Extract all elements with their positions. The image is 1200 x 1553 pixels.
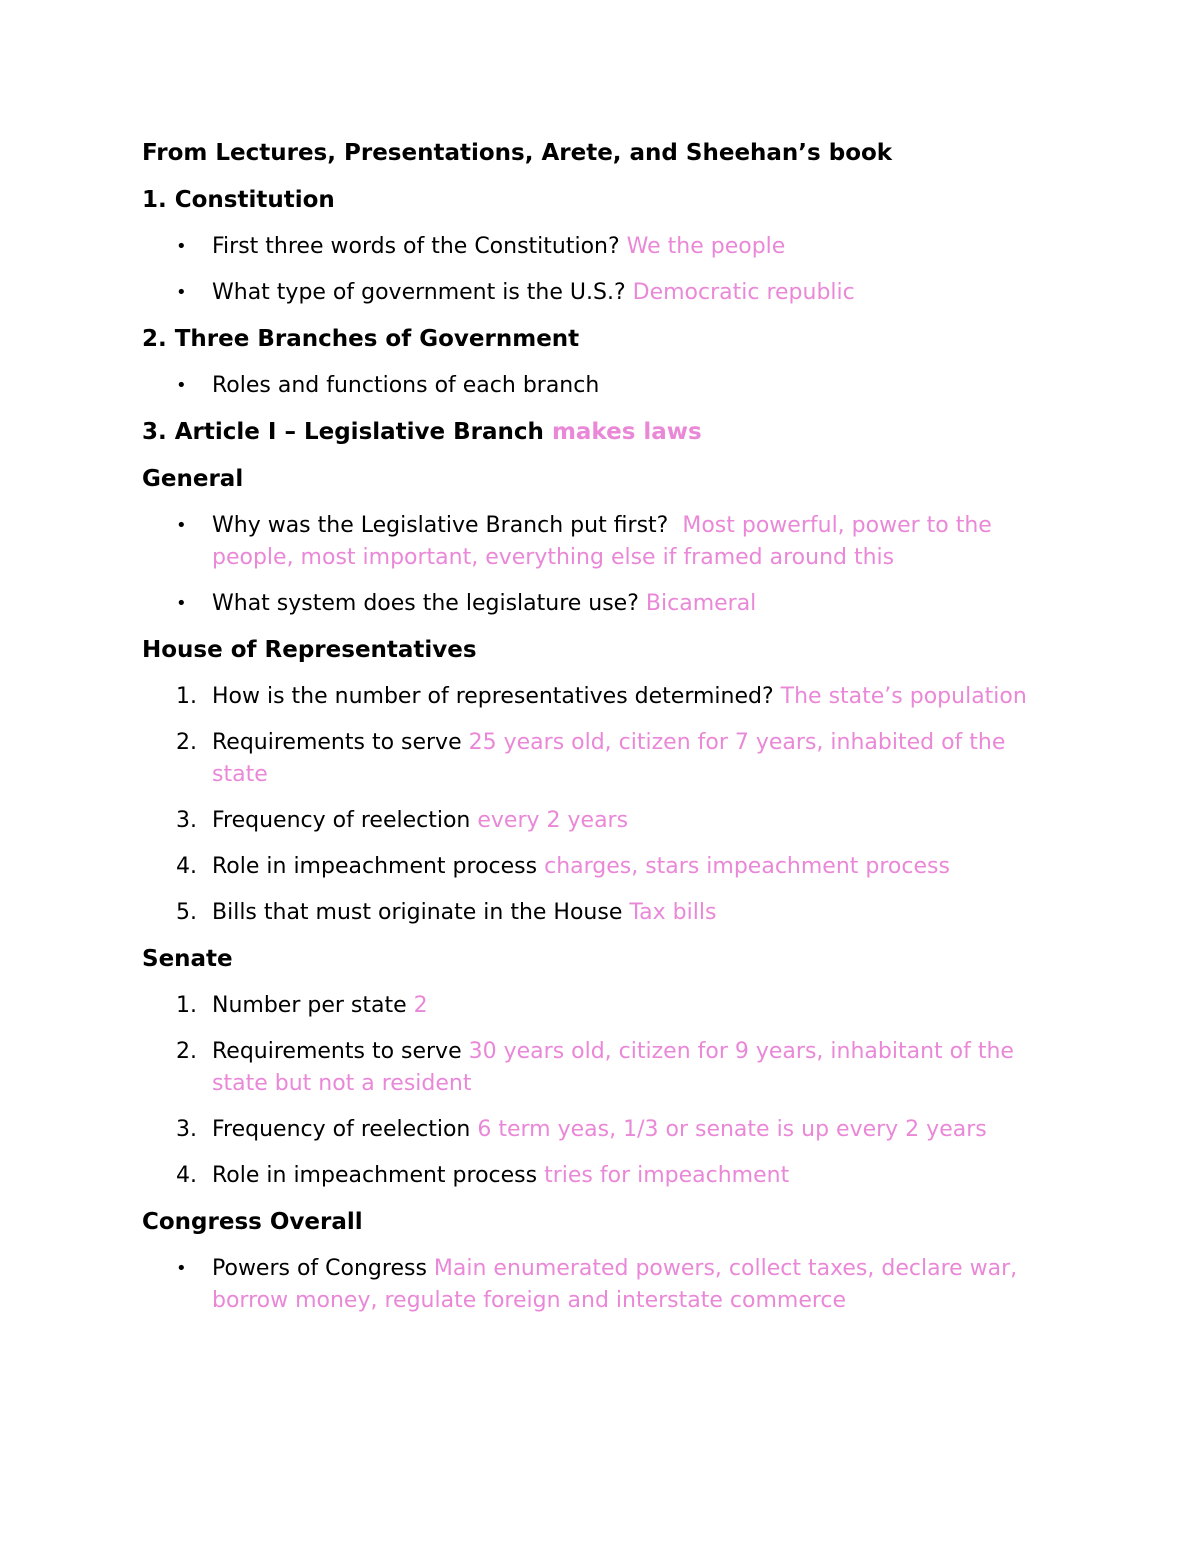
answer-text: We the people bbox=[626, 234, 786, 259]
senate-list bbox=[142, 990, 1062, 1192]
question-text: Frequency of reelection bbox=[212, 808, 471, 833]
house-list bbox=[142, 681, 1062, 929]
document-page bbox=[142, 137, 1062, 1331]
section-heading-congress: Congress Overall bbox=[142, 1209, 363, 1235]
answer-text: Democratic republic bbox=[632, 280, 855, 305]
question-text: Role in impeachment process bbox=[212, 854, 538, 879]
question-text: What type of government is the U.S.? bbox=[212, 280, 626, 305]
list-item bbox=[142, 1253, 1062, 1317]
question-text: Bills that must originate in the House bbox=[212, 900, 623, 925]
bullet-marker: • bbox=[176, 375, 187, 396]
answer-text: Main enumerated powers, collect taxes, declare war, borrow money, regulate foreign and interstate commerce bbox=[212, 1256, 1018, 1313]
section-heading-constitution: 1. Constitution bbox=[142, 187, 335, 213]
question-text: Why was the Legislative Branch put first? bbox=[212, 513, 669, 538]
question-text: Requirements to serve bbox=[212, 730, 462, 755]
list-item bbox=[142, 681, 1062, 713]
article1-heading-text: 3. Article I – Legislative Branch bbox=[142, 419, 544, 445]
answer-text: 6 term yeas, 1/3 or senate is up every 2 years bbox=[477, 1117, 987, 1142]
list-number: 1. bbox=[176, 684, 197, 709]
list-item bbox=[142, 1160, 1062, 1192]
bullet-marker: • bbox=[176, 282, 187, 303]
answer-text: 25 years old, citizen for 7 years, inhabited of the state bbox=[212, 730, 1006, 787]
list-number: 4. bbox=[176, 854, 197, 879]
question-text: Number per state bbox=[212, 993, 407, 1018]
list-item bbox=[142, 510, 1062, 574]
bullet-marker: • bbox=[176, 593, 187, 614]
document-title: From Lectures, Presentations, Arete, and Sheehan’s book bbox=[142, 140, 893, 166]
section-heading-general: General bbox=[142, 466, 244, 492]
answer-text: Tax bills bbox=[629, 900, 717, 925]
list-number: 2. bbox=[176, 730, 197, 755]
article1-answer: makes laws bbox=[551, 419, 702, 445]
question-text: Role in impeachment process bbox=[212, 1163, 538, 1188]
list-item bbox=[142, 1036, 1062, 1100]
general-list bbox=[142, 510, 1062, 620]
question-text: Requirements to serve bbox=[212, 1039, 462, 1064]
list-item bbox=[142, 231, 1062, 263]
bullet-marker: • bbox=[176, 236, 187, 257]
section-heading-branches: 2. Three Branches of Government bbox=[142, 326, 580, 352]
list-item bbox=[142, 727, 1062, 791]
section-heading-senate: Senate bbox=[142, 946, 233, 972]
question-text: How is the number of representatives determined? bbox=[212, 684, 774, 709]
branches-list bbox=[142, 370, 1062, 402]
section-heading-house: House of Representatives bbox=[142, 637, 477, 663]
bullet-marker: • bbox=[176, 515, 187, 536]
list-number: 3. bbox=[176, 1117, 197, 1142]
answer-text: 30 years old, citizen for 9 years, inhabitant of the state but not a resident bbox=[212, 1039, 1014, 1096]
congress-list bbox=[142, 1253, 1062, 1317]
list-number: 5. bbox=[176, 900, 197, 925]
question-text: First three words of the Constitution? bbox=[212, 234, 620, 259]
list-number: 3. bbox=[176, 808, 197, 833]
question-text: Frequency of reelection bbox=[212, 1117, 471, 1142]
answer-text: charges, stars impeachment process bbox=[544, 854, 950, 879]
list-item bbox=[142, 1114, 1062, 1146]
list-item bbox=[142, 370, 1062, 402]
answer-text: The state’s population bbox=[780, 684, 1027, 709]
list-item bbox=[142, 990, 1062, 1022]
constitution-list bbox=[142, 231, 1062, 309]
list-number: 1. bbox=[176, 993, 197, 1018]
list-item bbox=[142, 851, 1062, 883]
list-number: 4. bbox=[176, 1163, 197, 1188]
answer-text: every 2 years bbox=[477, 808, 629, 833]
list-item bbox=[142, 588, 1062, 620]
bullet-marker: • bbox=[176, 1258, 187, 1279]
answer-text: Most powerful, power to the people, most important, everything else if framed around this bbox=[212, 513, 992, 570]
list-number: 2. bbox=[176, 1039, 197, 1064]
question-text: Roles and functions of each branch bbox=[212, 373, 600, 398]
answer-text: Bicameral bbox=[645, 591, 757, 616]
answer-text: tries for impeachment bbox=[544, 1163, 790, 1188]
question-text: What system does the legislature use? bbox=[212, 591, 639, 616]
answer-text: 2 bbox=[413, 993, 428, 1018]
list-item bbox=[142, 897, 1062, 929]
list-item bbox=[142, 277, 1062, 309]
section-heading-article1 bbox=[142, 416, 1062, 449]
question-text: Powers of Congress bbox=[212, 1256, 427, 1281]
list-item bbox=[142, 805, 1062, 837]
